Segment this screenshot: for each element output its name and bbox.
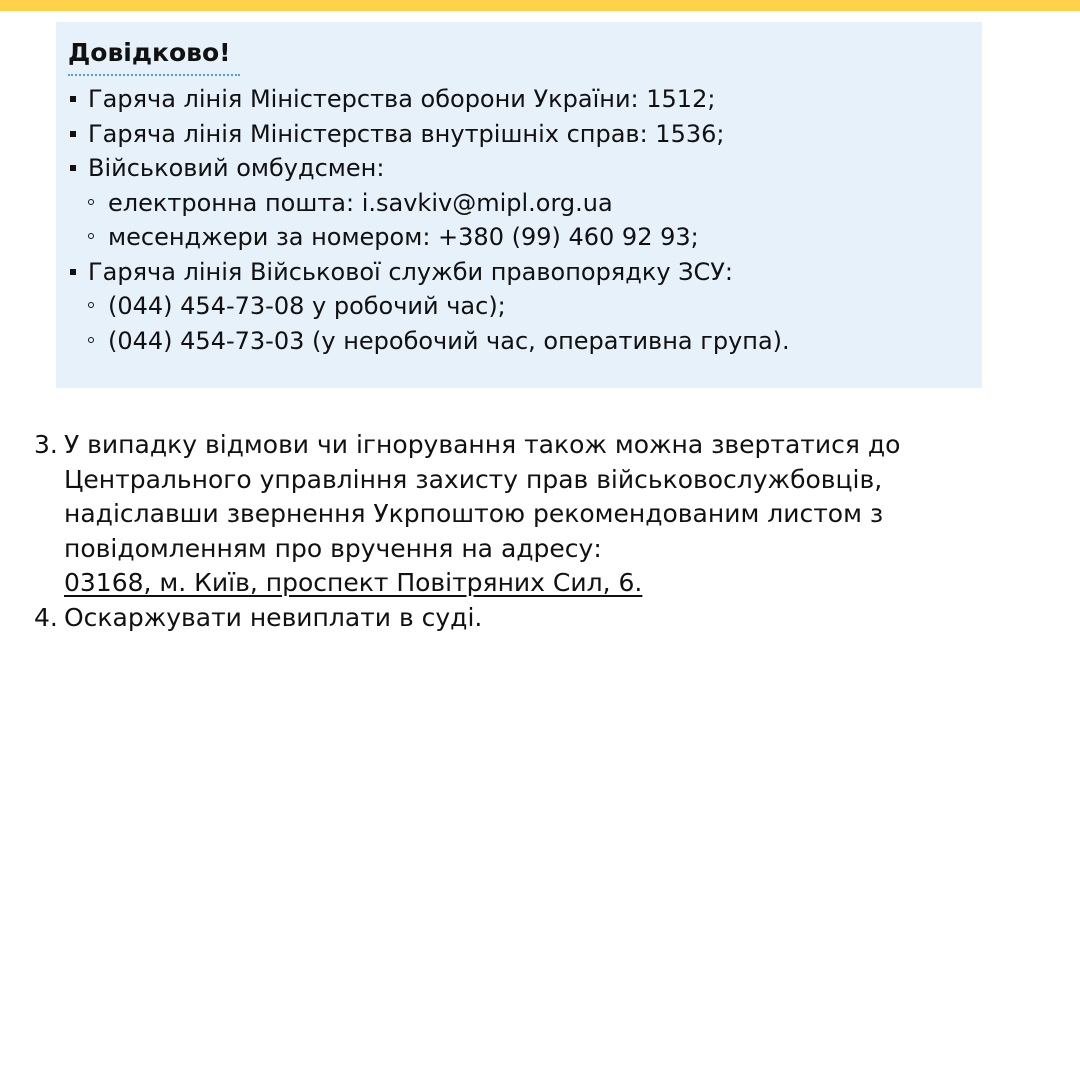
circle-bullet-icon bbox=[88, 233, 94, 239]
square-bullet-icon bbox=[70, 96, 76, 102]
info-list-item bbox=[68, 151, 982, 186]
info-sublist-item-text: електронна пошта: i.savkiv@mipl.org.ua bbox=[108, 188, 613, 217]
main-numbered-list bbox=[34, 428, 1044, 635]
info-sublist-item bbox=[68, 324, 982, 359]
info-sublist-item bbox=[68, 289, 982, 324]
list-item-text-line: повідомленням про вручення на адресу: bbox=[64, 533, 602, 563]
info-list bbox=[68, 82, 982, 358]
circle-bullet-icon bbox=[88, 199, 94, 205]
info-list-item bbox=[68, 117, 982, 152]
square-bullet-icon bbox=[70, 165, 76, 171]
list-item-text-line: Оскаржувати невиплати в суді. bbox=[64, 602, 483, 632]
info-list-item-text: Військовий омбудсмен: bbox=[88, 154, 385, 182]
info-list-item bbox=[68, 82, 982, 117]
list-item-text-line: У випадку відмови чи ігнорування також можна звертатися до bbox=[64, 430, 901, 459]
list-item-number: 3. bbox=[34, 430, 58, 459]
list-item-number: 4. bbox=[34, 602, 58, 632]
top-accent-bar bbox=[0, 0, 1080, 11]
square-bullet-icon bbox=[70, 131, 76, 137]
list-item-text-line: Центрального управління захисту прав військовослужбовців, bbox=[64, 464, 883, 494]
info-list-item-text: Гаряча лінія Міністерства оборони України: 1512; bbox=[88, 85, 716, 113]
info-list-item bbox=[68, 255, 982, 290]
circle-bullet-icon bbox=[88, 337, 94, 343]
info-box bbox=[56, 22, 982, 388]
numbered-list-item bbox=[34, 428, 1044, 601]
postal-address-link[interactable]: 03168, м. Київ, проспект Повітряних Сил, 6. bbox=[64, 568, 643, 597]
info-box-title: Довідково! bbox=[68, 38, 231, 67]
info-list-item-text: Гаряча лінія Військової служби правопорядку ЗСУ: bbox=[88, 257, 734, 286]
info-sublist-item-text: (044) 454-73-08 у робочий час); bbox=[108, 292, 506, 320]
circle-bullet-icon bbox=[88, 302, 94, 308]
info-sublist-item bbox=[68, 220, 982, 255]
info-sublist-item-text: (044) 454-73-03 (у неробочий час, оперативна група). bbox=[108, 326, 790, 355]
square-bullet-icon bbox=[70, 269, 76, 275]
title-dotted-underline bbox=[68, 74, 240, 76]
info-list-item-text: Гаряча лінія Міністерства внутрішніх справ: 1536; bbox=[88, 119, 725, 148]
info-sublist-item-text: месенджери за номером: +380 (99) 460 92 93; bbox=[108, 223, 699, 251]
numbered-list-item bbox=[34, 601, 1044, 636]
info-sublist-item bbox=[68, 186, 982, 221]
list-item-text-line: надіславши звернення Укрпоштою рекомендованим листом з bbox=[64, 499, 884, 528]
